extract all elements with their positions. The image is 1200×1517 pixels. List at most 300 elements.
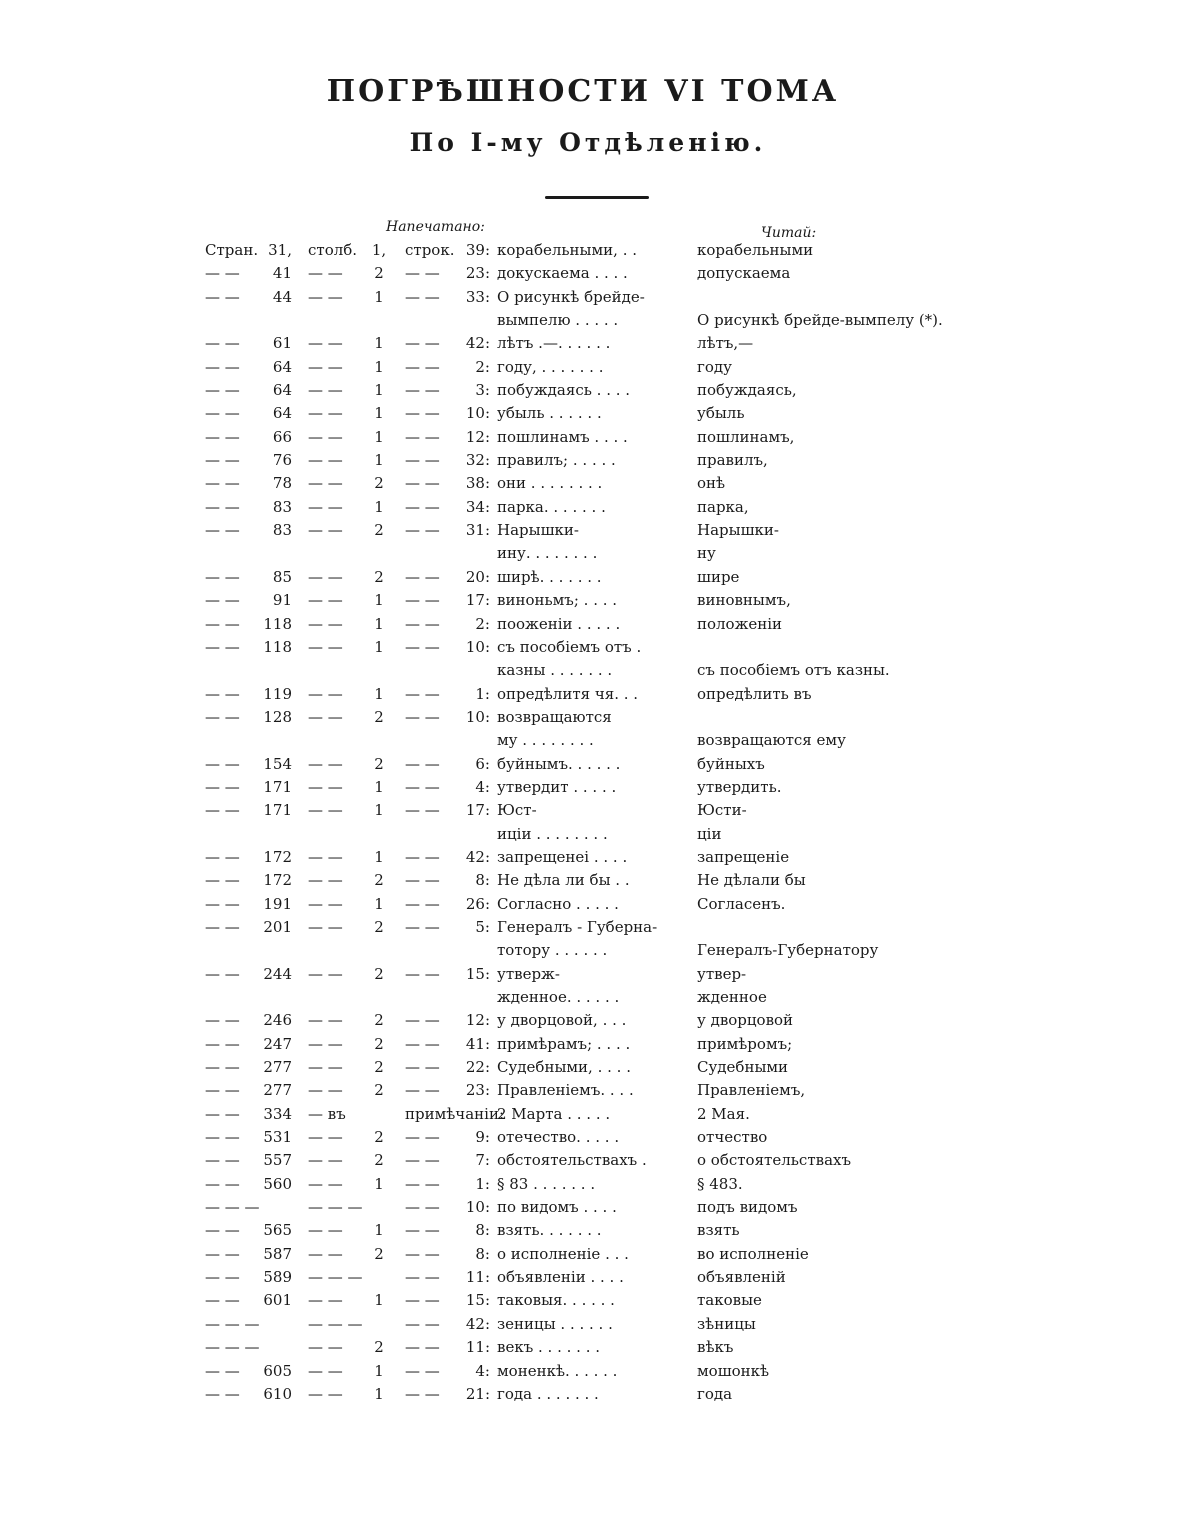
corrected-text: вѣкъ bbox=[697, 1338, 734, 1357]
line-label: — — bbox=[405, 521, 440, 540]
corrected-text: подъ видомъ bbox=[697, 1198, 798, 1217]
line-number: 42: bbox=[465, 847, 490, 866]
line-label: — — bbox=[405, 287, 440, 306]
line-number: 31: bbox=[465, 521, 490, 540]
ref-prefix: — — bbox=[205, 1291, 240, 1310]
errata-row bbox=[0, 1196, 1200, 1219]
errata-row bbox=[0, 496, 1200, 519]
column-label: — — bbox=[308, 754, 343, 773]
column-number: 1 bbox=[374, 451, 384, 470]
line-label: — — bbox=[405, 381, 440, 400]
column-number: 2 bbox=[374, 1244, 384, 1263]
page-number: 246 bbox=[263, 1011, 292, 1030]
line-label: — — bbox=[405, 1011, 440, 1030]
column-number: 1 bbox=[374, 684, 384, 703]
column-label: столб. bbox=[308, 241, 358, 259]
errata-row bbox=[0, 1126, 1200, 1149]
ref-prefix: — — — bbox=[205, 1198, 260, 1217]
column-label: — — bbox=[308, 1221, 343, 1240]
errata-row bbox=[0, 869, 1200, 892]
corrected-text: онѣ bbox=[697, 474, 726, 493]
line-label: — — bbox=[405, 637, 440, 656]
corrected-text: Юсти- bbox=[697, 801, 747, 820]
corrected-text: примѣромъ; bbox=[697, 1034, 793, 1053]
line-number: 17: bbox=[465, 591, 490, 610]
column-number: 2 bbox=[374, 1058, 384, 1077]
printed-text: Судебными, . . . . bbox=[497, 1058, 631, 1077]
ref-prefix: — — bbox=[205, 684, 240, 703]
corrected-text: ну bbox=[697, 544, 716, 563]
printed-text: по видомъ . . . . bbox=[497, 1198, 617, 1217]
line-number: 20: bbox=[465, 567, 490, 586]
line-number: 6: bbox=[475, 754, 490, 773]
printed-text: запрещенеі . . . . bbox=[497, 847, 628, 866]
line-number: 10: bbox=[465, 404, 490, 423]
line-number: 23: bbox=[465, 1081, 490, 1100]
line-number: 12: bbox=[465, 427, 490, 446]
printed-text: 2 Марта . . . . . bbox=[497, 1104, 611, 1123]
line-number: 1: bbox=[475, 684, 490, 703]
printed-text: объявленіи . . . . bbox=[497, 1268, 624, 1287]
printed-text: опредѣлитя чя. . . bbox=[497, 684, 639, 703]
line-number: 10: bbox=[465, 1198, 490, 1217]
line-label: примѣчаніи: bbox=[405, 1104, 505, 1123]
ref-prefix: Стран. bbox=[205, 241, 259, 259]
corrected-text: виновнымъ, bbox=[697, 591, 791, 610]
line-number: 26: bbox=[465, 894, 490, 913]
column-number: 2 bbox=[374, 1151, 384, 1170]
corrected-text: съ пособіемъ отъ казны. bbox=[697, 661, 890, 680]
ref-prefix: — — bbox=[205, 637, 240, 656]
page-number: 64 bbox=[272, 357, 292, 376]
line-number: 11: bbox=[465, 1268, 490, 1287]
errata-row bbox=[0, 753, 1200, 776]
line-label: — — bbox=[405, 1384, 440, 1403]
column-number: 1 bbox=[374, 591, 384, 610]
errata-row bbox=[0, 472, 1200, 495]
column-label: — въ bbox=[308, 1104, 346, 1123]
printed-text: Юст- bbox=[497, 801, 537, 820]
corrected-text: году bbox=[697, 357, 732, 376]
line-number: 2: bbox=[475, 614, 490, 633]
errata-row bbox=[0, 239, 1200, 262]
corrected-text: правилъ, bbox=[697, 451, 768, 470]
ref-prefix: — — bbox=[205, 591, 240, 610]
column-label: — — bbox=[308, 334, 343, 353]
errata-row bbox=[0, 356, 1200, 379]
line-number: 9: bbox=[475, 1128, 490, 1147]
errata-row bbox=[0, 332, 1200, 355]
ref-prefix: — — bbox=[205, 917, 240, 936]
page-number: 64 bbox=[272, 404, 292, 423]
printed-text: Правленіемъ. . . . bbox=[497, 1081, 634, 1100]
corrected-text: шире bbox=[697, 567, 740, 586]
line-label: — — bbox=[405, 684, 440, 703]
column-number: 1 bbox=[374, 381, 384, 400]
printed-text: утверж- bbox=[497, 964, 560, 983]
printed-text: убыль . . . . . . bbox=[497, 404, 602, 423]
ref-prefix: — — bbox=[205, 474, 240, 493]
corrected-text: 2 Мая. bbox=[697, 1104, 750, 1123]
column-number: 1 bbox=[374, 287, 384, 306]
errata-row bbox=[0, 799, 1200, 822]
errata-row bbox=[0, 1360, 1200, 1383]
line-number: 4: bbox=[475, 1361, 490, 1380]
line-label: — — bbox=[405, 847, 440, 866]
column-label: — — bbox=[308, 287, 343, 306]
line-number: 8: bbox=[475, 871, 490, 890]
ref-prefix: — — bbox=[205, 847, 240, 866]
printed-text: моненкѣ. . . . . . bbox=[497, 1361, 618, 1380]
ref-prefix: — — — bbox=[205, 1314, 260, 1333]
column-number: 2 bbox=[374, 567, 384, 586]
column-label: — — bbox=[308, 1338, 343, 1357]
ref-prefix: — — bbox=[205, 707, 240, 726]
line-label: — — bbox=[405, 427, 440, 446]
corrected-text: отчество bbox=[697, 1128, 768, 1147]
column-number: 2 bbox=[374, 871, 384, 890]
line-number: 3: bbox=[475, 381, 490, 400]
errata-row bbox=[0, 286, 1200, 309]
column-label: — — bbox=[308, 451, 343, 470]
line-label: — — bbox=[405, 1361, 440, 1380]
page-number: 83 bbox=[272, 497, 292, 516]
line-label: — — bbox=[405, 1221, 440, 1240]
printed-text: лѣтъ .—. . . . . . bbox=[497, 334, 611, 353]
errata-row bbox=[0, 1079, 1200, 1102]
ref-prefix: — — bbox=[205, 614, 240, 633]
column-label: — — bbox=[308, 591, 343, 610]
errata-row bbox=[0, 1336, 1200, 1359]
corrected-text: объявленій bbox=[697, 1268, 786, 1287]
column-label: — — bbox=[308, 1151, 343, 1170]
line-label: — — bbox=[405, 707, 440, 726]
column-number: 1 bbox=[374, 1384, 384, 1403]
page-number: 64 bbox=[272, 381, 292, 400]
errata-row bbox=[0, 613, 1200, 636]
corrected-text: Правленіемъ, bbox=[697, 1081, 806, 1100]
page-number: 44 bbox=[272, 287, 292, 306]
corrected-text: года bbox=[697, 1384, 733, 1403]
errata-row bbox=[0, 683, 1200, 706]
line-label: — — bbox=[405, 1198, 440, 1217]
errata-row bbox=[0, 566, 1200, 589]
ref-prefix: — — bbox=[205, 1151, 240, 1170]
page-number: 118 bbox=[263, 637, 292, 656]
column-label: — — bbox=[308, 1174, 343, 1193]
column-number: 2 bbox=[374, 917, 384, 936]
corrected-text: Судебными bbox=[697, 1058, 789, 1077]
printed-text: парка. . . . . . . bbox=[497, 497, 606, 516]
column-number: 2 bbox=[374, 521, 384, 540]
page-number: 191 bbox=[263, 894, 292, 913]
printed-text: года . . . . . . . bbox=[497, 1384, 599, 1403]
corrected-text: во исполненіе bbox=[697, 1244, 809, 1263]
errata-row bbox=[0, 1289, 1200, 1312]
printed-text: О рисункѣ брейде- bbox=[497, 287, 645, 306]
corrected-text: Согласенъ. bbox=[697, 894, 786, 913]
line-number: 12: bbox=[465, 1011, 490, 1030]
errata-row bbox=[0, 963, 1200, 986]
column-label: — — bbox=[308, 1384, 343, 1403]
column-label: — — bbox=[308, 1291, 343, 1310]
line-label: — — bbox=[405, 614, 440, 633]
errata-row bbox=[0, 729, 1200, 752]
errata-row bbox=[0, 1056, 1200, 1079]
ref-prefix: — — bbox=[205, 567, 240, 586]
column-label: — — bbox=[308, 871, 343, 890]
page-number: 154 bbox=[263, 754, 292, 773]
line-label: — — bbox=[405, 264, 440, 283]
corrected-text: пошлинамъ, bbox=[697, 427, 795, 446]
column-number: 1 bbox=[374, 1221, 384, 1240]
line-number: 39: bbox=[465, 241, 490, 259]
corrected-text: допускаема bbox=[697, 264, 791, 283]
column-label: — — — bbox=[308, 1268, 363, 1287]
corrected-text: ціи bbox=[697, 824, 722, 843]
corrected-text: Нарышки- bbox=[697, 521, 779, 540]
page-number: 66 bbox=[272, 427, 292, 446]
line-label: — — bbox=[405, 1034, 440, 1053]
errata-row bbox=[0, 589, 1200, 612]
errata-row bbox=[0, 262, 1200, 285]
printed-text: о исполненіе . . . bbox=[497, 1244, 629, 1263]
errata-row bbox=[0, 1219, 1200, 1242]
column-label: — — bbox=[308, 684, 343, 703]
errata-row bbox=[0, 659, 1200, 682]
line-label: — — bbox=[405, 871, 440, 890]
page-subtitle: По I-му Отдѣленію. bbox=[409, 128, 767, 157]
line-number: 32: bbox=[465, 451, 490, 470]
errata-row bbox=[0, 939, 1200, 962]
corrected-text: Не дѣлали бы bbox=[697, 871, 806, 890]
printed-text: побуждаясь . . . . bbox=[497, 381, 631, 400]
printed-text: утвердит . . . . . bbox=[497, 777, 617, 796]
column-label: — — bbox=[308, 521, 343, 540]
printed-text: буйнымъ. . . . . . bbox=[497, 754, 621, 773]
column-label: — — bbox=[308, 427, 343, 446]
errata-row bbox=[0, 1383, 1200, 1406]
corrected-text: у дворцовой bbox=[697, 1011, 794, 1030]
ref-prefix: — — bbox=[205, 1244, 240, 1263]
page-number: 565 bbox=[263, 1221, 292, 1240]
column-number: 2 bbox=[374, 474, 384, 493]
column-number: 1 bbox=[374, 894, 384, 913]
column-number: 1 bbox=[374, 427, 384, 446]
line-number: 15: bbox=[465, 964, 490, 983]
ref-prefix: — — bbox=[205, 287, 240, 306]
errata-row bbox=[0, 1103, 1200, 1126]
printed-text: у дворцовой, . . . bbox=[497, 1011, 627, 1030]
column-label: — — bbox=[308, 357, 343, 376]
printed-text: таковыя. . . . . . bbox=[497, 1291, 615, 1310]
page-number: 83 bbox=[272, 521, 292, 540]
page-number: 61 bbox=[272, 334, 292, 353]
page-number: 172 bbox=[263, 871, 292, 890]
errata-row bbox=[0, 1243, 1200, 1266]
line-number: 2: bbox=[475, 357, 490, 376]
ref-prefix: — — bbox=[205, 381, 240, 400]
line-label: — — bbox=[405, 1244, 440, 1263]
corrected-text: § 483. bbox=[697, 1174, 743, 1193]
corrected-text: жденное bbox=[697, 988, 767, 1006]
column-label: — — bbox=[308, 1058, 343, 1077]
line-number: 38: bbox=[465, 474, 490, 493]
ref-prefix: — — bbox=[205, 427, 240, 446]
column-label: — — bbox=[308, 1011, 343, 1030]
line-label: — — bbox=[405, 754, 440, 773]
line-label: — — bbox=[405, 1058, 440, 1077]
printed-text: ину. . . . . . . . bbox=[497, 544, 598, 563]
ref-prefix: — — bbox=[205, 1081, 240, 1100]
errata-row bbox=[0, 1313, 1200, 1336]
column-number: 1 bbox=[374, 801, 384, 820]
line-number: 10: bbox=[465, 637, 490, 656]
column-number: 2 bbox=[374, 1128, 384, 1147]
page-number: 557 bbox=[263, 1151, 292, 1170]
ref-prefix: — — bbox=[205, 264, 240, 283]
column-label: — — bbox=[308, 474, 343, 493]
page-number: 85 bbox=[272, 567, 292, 586]
ref-prefix: — — bbox=[205, 1268, 240, 1287]
ref-prefix: — — bbox=[205, 1128, 240, 1147]
line-label: — — bbox=[405, 334, 440, 353]
line-label: — — bbox=[405, 474, 440, 493]
printed-text: иціи . . . . . . . . bbox=[497, 824, 608, 843]
page-number: 171 bbox=[263, 801, 292, 820]
column-number: 2 bbox=[374, 1011, 384, 1030]
column-label: — — bbox=[308, 264, 343, 283]
errata-row bbox=[0, 776, 1200, 799]
column-label: — — bbox=[308, 1361, 343, 1380]
column-label: — — bbox=[308, 894, 343, 913]
column-label: — — — bbox=[308, 1314, 363, 1333]
line-label: — — bbox=[405, 1151, 440, 1170]
corrected-text: о обстоятельствахъ bbox=[697, 1151, 852, 1170]
line-number: 5: bbox=[475, 917, 490, 936]
column-label: — — bbox=[308, 1128, 343, 1147]
line-number: 4: bbox=[475, 777, 490, 796]
column-number: 1 bbox=[374, 637, 384, 656]
line-number: 10: bbox=[465, 707, 490, 726]
line-label: — — bbox=[405, 801, 440, 820]
column-label: — — bbox=[308, 567, 343, 586]
ref-prefix: — — bbox=[205, 357, 240, 376]
line-label: — — bbox=[405, 777, 440, 796]
line-label: — — bbox=[405, 894, 440, 913]
page-number: 119 bbox=[263, 684, 292, 703]
printed-text: пошлинамъ . . . . bbox=[497, 427, 628, 446]
line-number: 8: bbox=[475, 1244, 490, 1263]
column-number: 1 bbox=[374, 614, 384, 633]
errata-row bbox=[0, 402, 1200, 425]
page-number: 244 bbox=[263, 964, 292, 983]
column-label: — — bbox=[308, 917, 343, 936]
printed-text: вымпелю . . . . . bbox=[497, 311, 619, 330]
corrected-text: взять bbox=[697, 1221, 740, 1240]
printed-text: векъ . . . . . . . bbox=[497, 1338, 600, 1357]
column-number: 1 bbox=[374, 847, 384, 866]
corrected-text: положеніи bbox=[697, 614, 783, 633]
corrected-text: О рисункѣ брейде-вымпелу (*). bbox=[697, 311, 943, 330]
printed-text: правилъ; . . . . . bbox=[497, 451, 616, 470]
ref-prefix: — — bbox=[205, 334, 240, 353]
column-label: — — bbox=[308, 847, 343, 866]
line-label: — — bbox=[405, 1291, 440, 1310]
line-label: — — bbox=[405, 591, 440, 610]
printed-text: Генералъ - Губерна- bbox=[497, 917, 658, 936]
column-number: 1 bbox=[374, 497, 384, 516]
page-number: 277 bbox=[263, 1081, 292, 1100]
column-number: 2 bbox=[374, 1034, 384, 1053]
column-number: 2 bbox=[374, 754, 384, 773]
printed-text: отечество. . . . . bbox=[497, 1128, 620, 1147]
errata-row bbox=[0, 706, 1200, 729]
column-number: 1 bbox=[374, 1174, 384, 1193]
header-printed: Напечатано: bbox=[386, 219, 485, 235]
page-number: 605 bbox=[263, 1361, 292, 1380]
corrected-text: зѣницы bbox=[697, 1314, 756, 1333]
errata-row bbox=[0, 1009, 1200, 1032]
page-number: 76 bbox=[272, 451, 292, 470]
errata-row bbox=[0, 846, 1200, 869]
column-label: — — bbox=[308, 1244, 343, 1263]
errata-row bbox=[0, 916, 1200, 939]
errata-row bbox=[0, 986, 1200, 1009]
errata-list bbox=[0, 239, 1200, 1406]
ref-prefix: — — bbox=[205, 754, 240, 773]
column-label: — — bbox=[308, 801, 343, 820]
page-number: 201 bbox=[263, 917, 292, 936]
errata-row bbox=[0, 1149, 1200, 1172]
page-number: 610 bbox=[263, 1384, 292, 1403]
page-number: 171 bbox=[263, 777, 292, 796]
ref-prefix: — — bbox=[205, 1361, 240, 1380]
line-number: 42: bbox=[465, 334, 490, 353]
line-number: 11: bbox=[465, 1338, 490, 1357]
line-label: — — bbox=[405, 404, 440, 423]
column-label: — — — bbox=[308, 1198, 363, 1217]
line-number: 33: bbox=[465, 287, 490, 306]
line-number: 17: bbox=[465, 801, 490, 820]
line-label: — — bbox=[405, 1128, 440, 1147]
printed-text: году, . . . . . . . bbox=[497, 357, 604, 376]
line-number: 1: bbox=[475, 1174, 490, 1193]
column-number: 1 bbox=[374, 404, 384, 423]
errata-row bbox=[0, 1173, 1200, 1196]
line-number: 15: bbox=[465, 1291, 490, 1310]
ref-prefix: — — bbox=[205, 871, 240, 890]
ref-prefix: — — bbox=[205, 1034, 240, 1053]
corrected-text: утвер- bbox=[697, 964, 747, 983]
line-label: — — bbox=[405, 567, 440, 586]
page-number: 172 bbox=[263, 847, 292, 866]
ref-prefix: — — bbox=[205, 1104, 240, 1123]
corrected-text: корабельными bbox=[697, 241, 814, 259]
printed-text: му . . . . . . . . bbox=[497, 731, 594, 750]
printed-text: § 83 . . . . . . . bbox=[497, 1174, 596, 1193]
printed-text: съ пособіемъ отъ . bbox=[497, 637, 642, 656]
errata-row bbox=[0, 309, 1200, 332]
ref-prefix: — — bbox=[205, 497, 240, 516]
column-label: — — bbox=[308, 637, 343, 656]
page-title: ПОГРѢШНОСТИ VI ТОМА bbox=[326, 74, 840, 109]
errata-row bbox=[0, 636, 1200, 659]
page-number: 31, bbox=[268, 241, 292, 259]
column-number: 2 bbox=[374, 1081, 384, 1100]
errata-row bbox=[0, 519, 1200, 542]
column-label: — — bbox=[308, 404, 343, 423]
